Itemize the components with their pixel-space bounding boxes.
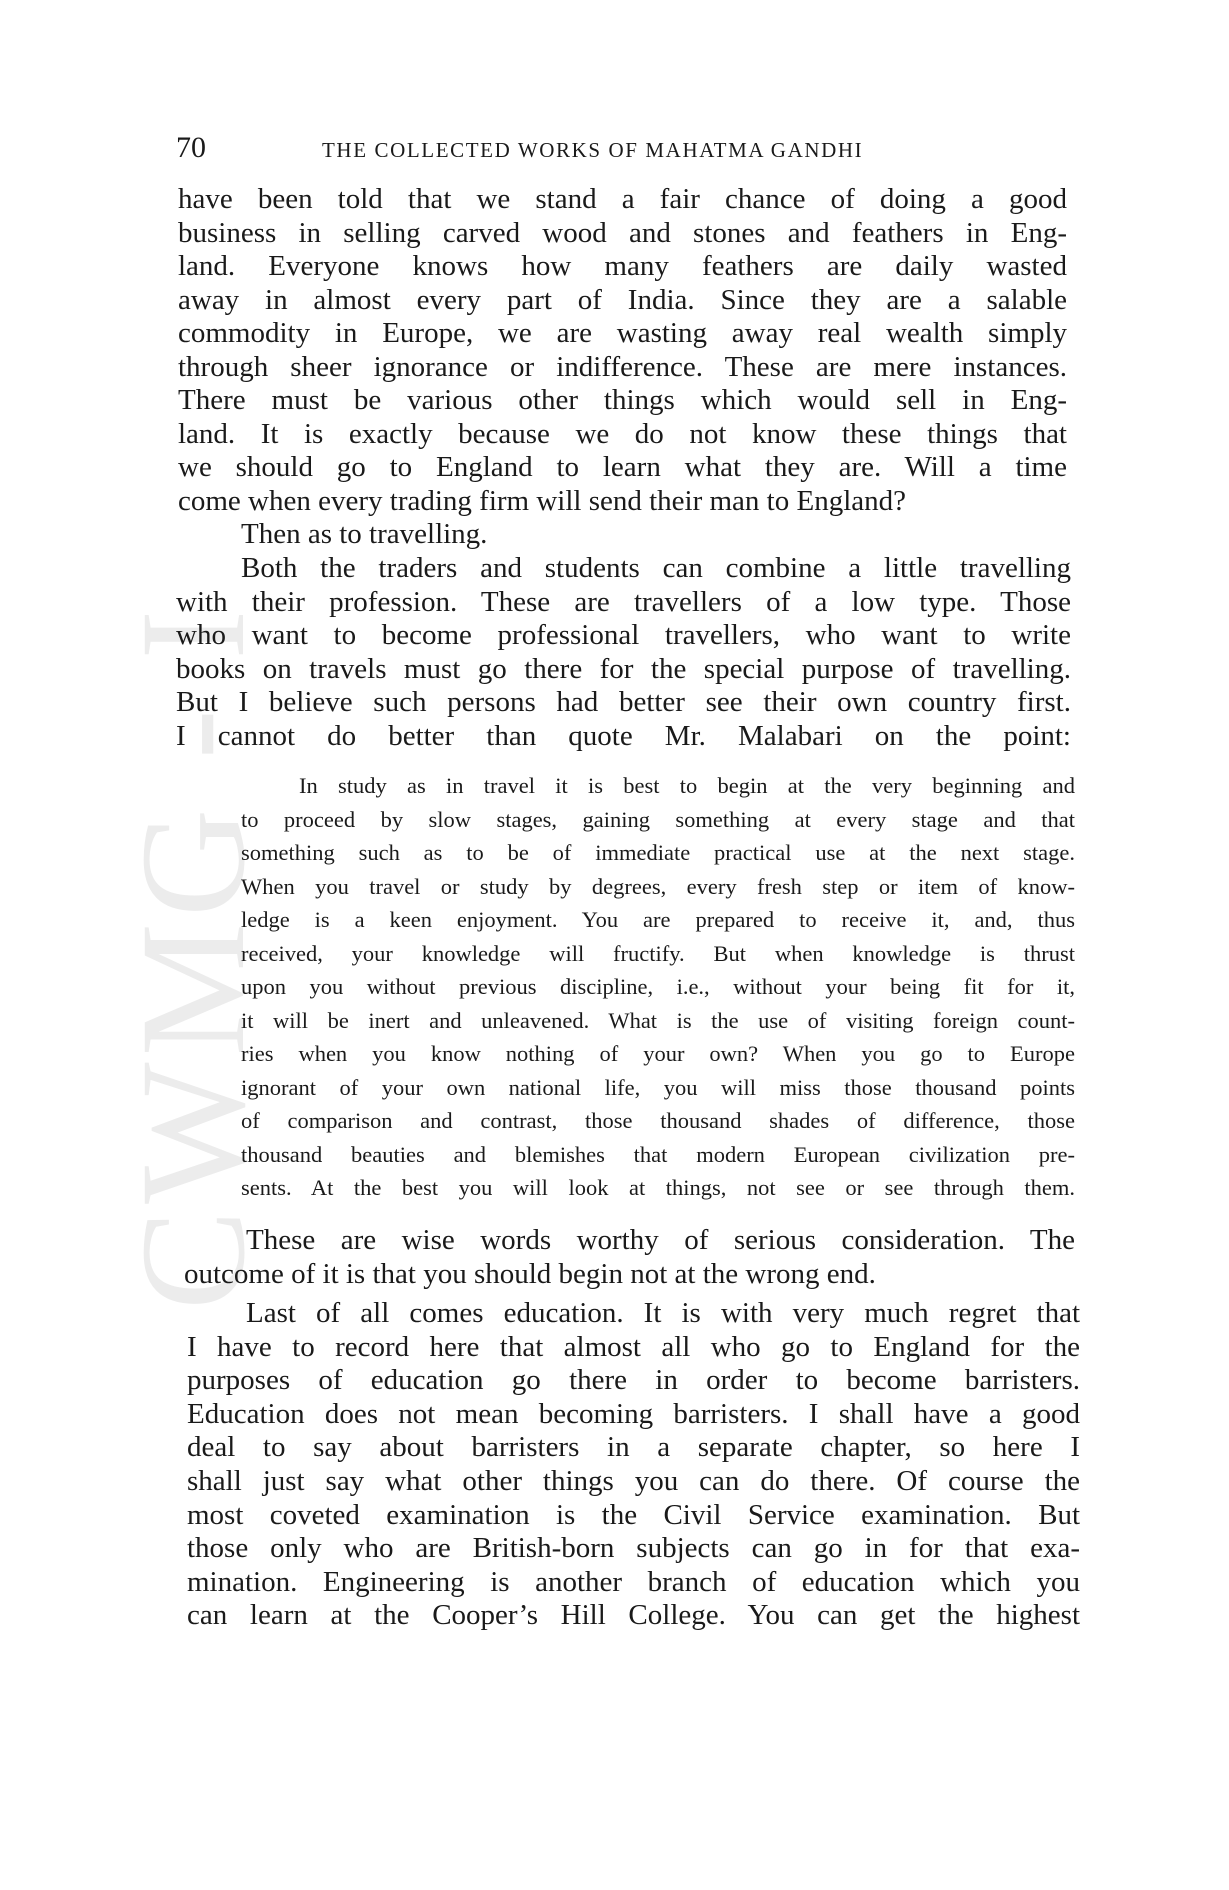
paragraph-5 [187,1297,1080,1633]
text-line: land. Everyone knows how many feathers are daily wasted [178,250,1067,282]
text-line: away in almost every part of India. Since they are a salable [178,283,1067,316]
text-line: come when every trading firm will send their man to England? [178,484,907,517]
text-line: commodity in Europe, we are wasting away real wealth simply [178,317,1067,349]
quote-line: thousand beauties and blemishes that modern European civilization pre- [241,1141,1075,1167]
text-line: There must be various other things which would sell in Eng- [178,384,1067,416]
quote-line: ledge is a keen enjoyment. You are prepared to receive it, and, thus [241,907,1075,932]
text-line: These are wise words worthy of serious consideration. The [246,1224,1075,1256]
text-line: shall just say what other things you can do there. Of course the [187,1464,1080,1497]
text-line: outcome of it is that you should begin not at the wrong end. [184,1257,876,1290]
text-line: I have to record here that almost all who go to England for the [187,1330,1080,1363]
text-line: most coveted examination is the Civil Service examination. But [187,1498,1080,1531]
quote-line: of comparison and contrast, those thousand shades of difference, those [241,1108,1075,1133]
text-line: through sheer ignorance or indifference. These are mere instances. [178,350,1067,383]
text-line: those only who are British-born subjects can go in for that exa- [187,1532,1080,1565]
quote-line: received, your knowledge will fructify. But when knowledge is thrust [241,940,1075,966]
text-line: Then as to travelling. [241,518,488,550]
block-quote [241,769,1075,1205]
page-header [176,128,1076,168]
quote-line: to proceed by slow stages, gaining something at every stage and that [241,806,1075,832]
quote-line: ries when you know nothing of your own? When you go to Europe [241,1041,1075,1066]
paragraph-1 [178,183,1067,518]
text-line: we should go to England to learn what they are. Will a time [178,451,1067,483]
quote-line: ignorant of your own national life, you will miss those thousand points [241,1074,1075,1100]
quote-line: something such as to be of immediate practical use at the next stage. [241,840,1075,865]
text-line: I cannot do better than quote Mr. Malabari on the point: [176,719,1071,752]
quote-line: upon you without previous discipline, i.e., without your being fit for it, [241,974,1075,999]
text-line: land. It is exactly because we do not know these things that [178,417,1067,450]
watermark: CWMG - I [110,603,276,1310]
paragraph-4 [184,1224,1075,1291]
text-line: Last of all comes education. It is with very much regret that [246,1297,1080,1329]
text-line: have been told that we stand a fair chance of doing a good [178,183,1067,215]
text-line: deal to say about barristers in a separate chapter, so here I [187,1431,1080,1464]
paragraph-3 [176,552,1071,753]
quote-line: In study as in travel it is best to begin at the very beginning and [299,773,1075,798]
text-line: who want to become professional travellers, who want to write [176,619,1071,651]
quote-line: sents. At the best you will look at things, not see or see through them. [241,1175,1075,1200]
text-line: purposes of education go there in order to become barristers. [187,1364,1080,1397]
quote-line: When you travel or study by degrees, every fresh step or item of know- [241,873,1075,899]
text-line: can learn at the Cooper’s Hill College. You can get the highest [187,1599,1080,1632]
text-line: books on travels must go there for the special purpose of travelling. [176,652,1071,685]
page-number: 70 [176,131,206,164]
text-line: But I believe such persons had better see their own country first. [176,686,1071,718]
text-line: Education does not mean becoming barristers. I shall have a good [187,1397,1080,1430]
text-line: Both the traders and students can combine a little travelling [241,552,1071,584]
text-line: with their profession. These are travellers of a low type. Those [176,585,1071,618]
running-head: THE COLLECTED WORKS OF MAHATMA GANDHI [322,138,864,162]
quote-line: it will be inert and unleavened. What is the use of visiting foreign count- [241,1007,1075,1033]
text-line: mination. Engineering is another branch of education which you [187,1565,1080,1598]
text-line: business in selling carved wood and stones and feathers in Eng- [178,216,1067,249]
paragraph-2 [241,518,1067,552]
